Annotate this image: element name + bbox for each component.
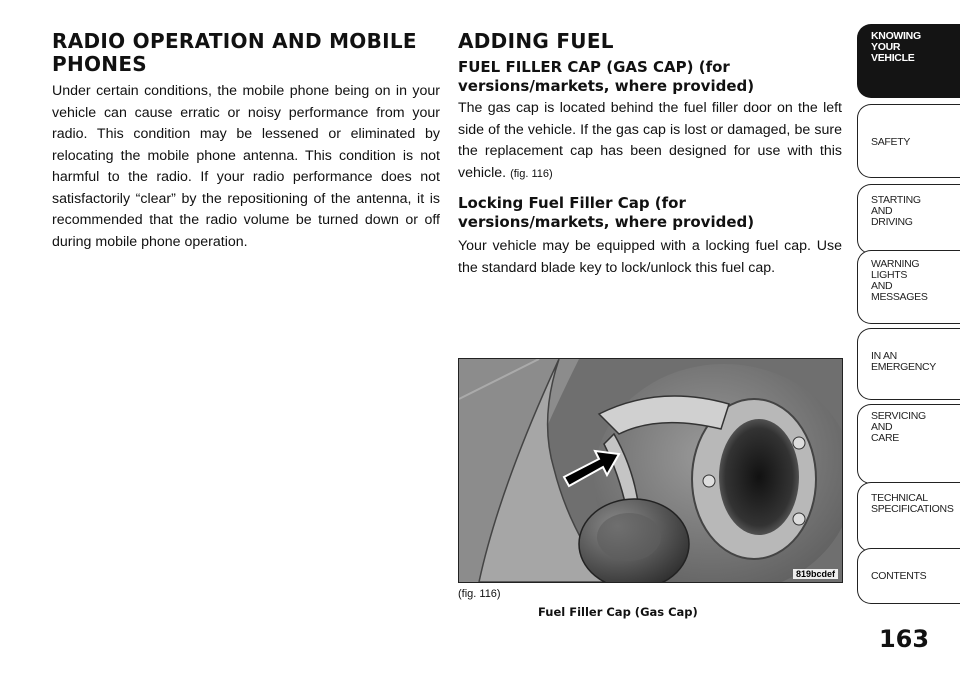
tab-warning-lights-and-messages[interactable] — [857, 250, 960, 324]
filler-neck-opening — [719, 419, 799, 535]
tab-label: DRIVING — [871, 216, 913, 228]
left-column — [52, 30, 440, 253]
tab-label: VEHICLE — [871, 52, 915, 64]
tab-label: IN AN — [871, 350, 897, 362]
fuel-cap-heading-line2: versions/markets, where provided) — [458, 77, 755, 95]
fuel-cap-body: The gas cap is located behind the fuel filler door on the left side of the vehicle. If the gas cap is lost or damaged, be sure the replacement cap has been designed for use with this vehicle. — [458, 100, 842, 181]
fuel-filler-cap-heading — [458, 58, 842, 96]
tab-technical-specifications[interactable] — [857, 482, 960, 552]
tab-contents[interactable] — [857, 548, 960, 604]
screw-icon — [793, 513, 805, 525]
tab-label: STARTING — [871, 194, 921, 206]
tab-label: SERVICING — [871, 410, 926, 422]
tab-label: YOUR — [871, 41, 901, 53]
figure-label: (fig. 116) — [458, 588, 501, 600]
figure-caption: Fuel Filler Cap (Gas Cap) — [538, 605, 698, 619]
tab-label: SAFETY — [871, 136, 911, 148]
tab-label: WARNING — [871, 258, 920, 270]
tab-label: TECHNICAL — [871, 492, 928, 504]
tab-safety[interactable] — [857, 104, 960, 178]
radio-title-line2: PHONES — [52, 52, 148, 76]
tab-label: KNOWING — [871, 30, 921, 42]
fig-reference[interactable]: (fig. 116) — [510, 167, 553, 180]
tab-in-an-emergency[interactable] — [857, 328, 960, 400]
tab-label: AND — [871, 421, 893, 433]
radio-body-text: Under certain conditions, the mobile phone being on in your vehicle can cause erratic or noisy performance from your radio. This condition may be lessened or eliminated by relocating the mobile phone antenna. This condition is not harmful to the radio. If your radio performance does not satisfactorily “clear” by the repositioning of the antenna, it is recommended that the radio volume be turned down or off during mobile phone operation. — [52, 83, 440, 250]
tab-label: SPECIFICATIONS — [871, 503, 954, 515]
tab-label: CARE — [871, 432, 899, 444]
tab-label: AND — [871, 205, 893, 217]
radio-section-title — [52, 30, 440, 76]
fuel-cap-illustration — [459, 359, 842, 582]
screw-icon — [703, 475, 715, 487]
locking-cap-heading: Locking Fuel Filler Cap (for versions/markets, where provided) — [458, 194, 755, 231]
tab-servicing-and-care[interactable] — [857, 404, 960, 484]
screw-icon — [793, 437, 805, 449]
tab-label: LIGHTS — [871, 269, 908, 281]
figure-id: 819bcdef — [793, 569, 838, 579]
page-number: 163 — [878, 625, 930, 653]
locking-cap-body-text: Your vehicle may be equipped with a locking fuel cap. Use the standard blade key to lock/unlock this fuel cap. — [458, 238, 842, 276]
tab-label: AND — [871, 280, 893, 292]
fuel-cap-body-text — [458, 98, 842, 185]
chapter-tabs — [857, 24, 960, 604]
tab-label: EMERGENCY — [871, 361, 936, 373]
tab-knowing-your-vehicle[interactable] — [857, 24, 960, 98]
adding-fuel-title: ADDING FUEL — [458, 29, 614, 53]
fuel-cap-heading-line1: FUEL FILLER CAP (GAS CAP) (for — [458, 58, 730, 76]
tab-label: MESSAGES — [871, 291, 928, 303]
tab-label: CONTENTS — [871, 570, 927, 582]
radio-title-line1: RADIO OPERATION AND MOBILE — [52, 29, 417, 53]
right-column — [458, 30, 842, 279]
fuel-cap-figure — [458, 358, 843, 583]
tab-starting-and-driving[interactable] — [857, 184, 960, 254]
